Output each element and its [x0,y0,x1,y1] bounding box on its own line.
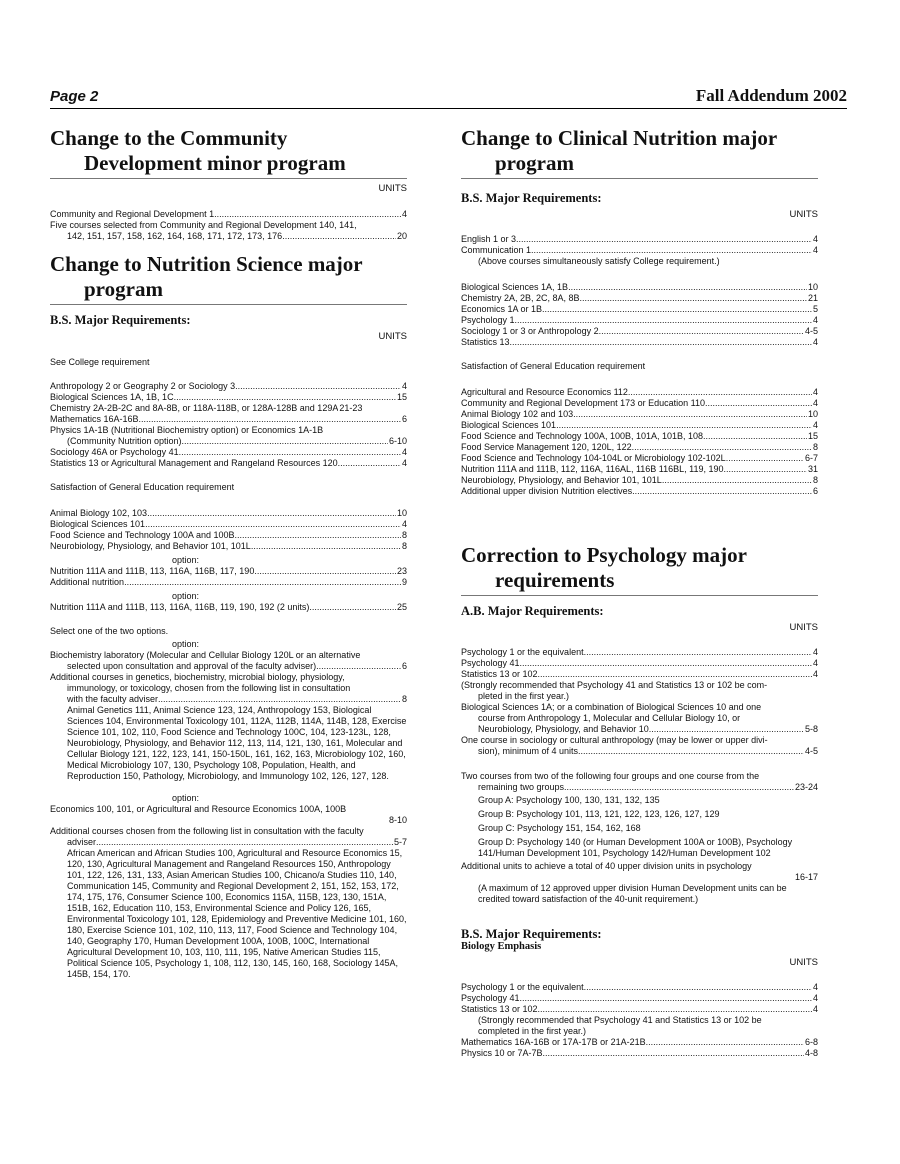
entry-text: Sociology 1 or 3 or Anthropology 2 ..... [461,326,804,337]
entry-text: course from Anthropology 1, Molecular and Cellular Biology 10, or [478,713,741,723]
requirement-entry [461,453,818,464]
entry-units: 4-8 [804,1048,818,1058]
requirement-entry [461,782,818,793]
group-c: Group C: Psychology 151, 154, 162, 168 [478,823,641,833]
group-a: Group A: Psychology 100, 130, 131, 132, 135 [478,795,660,805]
entry-text: Additional units to achieve a total of 40 upper division units in psychology [461,861,752,871]
title-line: Change to Clinical Nutrition major [461,126,778,150]
entry-text: Mathematics 16A-16B or 17A-17B or 21A-21B ..... [461,1037,804,1048]
entry-units: 10 [807,409,818,419]
entry-note: (Strongly recommended that Psychology 41 and Statistics 13 or 102 be completed in the first year.) [478,1015,762,1036]
requirement-entry [461,304,818,315]
entry-text: Animal Biology 102, 103 ..... [50,508,396,519]
title-line: requirements [495,568,615,592]
entry-units: 6 [401,661,407,671]
entry-text: Additional upper division Nutrition electives ..... [461,486,812,497]
requirements-list [50,381,407,469]
entry-units: 8 [401,694,407,704]
entry-text: Psychology 1 or the equivalent ..... [461,982,812,993]
entry-units: 4 [812,669,818,679]
requirement-entry [461,669,818,680]
entry-units: 5 [812,304,818,314]
requirement-entry [461,398,818,409]
title-line: Development minor program [84,151,346,175]
requirement-entry [461,647,818,658]
requirement-entry [461,326,818,337]
requirement-entry [50,519,407,530]
requirement-entry [461,337,818,348]
entry-text: Statistics 13 or 102 ..... [461,669,812,680]
entry-text: Statistics 13 or Agricultural Management and Rangeland Resources 120 ..... [50,458,401,469]
requirement-entry [50,815,407,826]
requirement-entry [461,1004,818,1015]
entry-units: 4 [401,447,407,457]
entry-text: Food Service Management 120, 120L, 122 ..... [461,442,812,453]
left-column [50,126,407,980]
entry-units: 5-8 [804,724,818,734]
requirement-entry [461,1037,818,1048]
subheading-emphasis: Biology Emphasis [461,941,542,952]
subheading: B.S. Major Requirements: [461,927,602,941]
entry-text: Biological Sciences 101 ..... [50,519,401,530]
entry-text: Additional courses in genetics, biochemistry, microbial biology, physiology, [50,672,345,682]
requirement-entry [461,282,818,293]
entry-units: 15 [807,431,818,441]
option-label: option: [172,555,200,565]
requirement-entry [461,746,818,757]
requirement-entry [50,458,407,469]
entry-units: 6-7 [804,453,818,463]
entry-note: (A maximum of 12 approved upper division Human Development units can be credited toward satisfaction of the 40-unit requirement.) [478,883,787,904]
requirement-entry [50,381,407,392]
entry-units: 8-10 [388,815,407,825]
requirement-entry [461,409,818,420]
requirements-list [50,804,407,980]
section-community-development [50,126,407,242]
entry-note: (Above courses simultaneously satisfy College requirement.) [478,256,720,266]
entry-units: 21-23 [339,403,363,413]
entry-text: Neurobiology, Physiology, and Behavior 101, 101L ..... [461,475,812,486]
requirements-list [50,209,407,242]
entry-text: Psychology 41 ..... [461,658,812,669]
entry-text: Biological Sciences 1A, 1B, 1C ..... [50,392,396,403]
option-label: option: [172,639,200,649]
course-list: African American and African Studies 100, Agricultural and Resource Economics 15, 120, 130, Agricultural Management and Rangeland Resources 150, Anthropology 101, 122, 126, 131, 133, Asian American Studies 100, Chicano/a Studies 110, 140, Communication 145, Community and Regional Development 2, 151, 152, 153, 172, 174, 175, 176, Consumer Science 100, Economics 115A, 115B, 123, 130, 151A, 151B, 162, Education 110, 153, Environmental Science and Policy 126, 165, Environmental Toxicology 101, 128, Epidemiology and Preventive Medicine 101, 160, 180, Exercise Science 101, 102, 110, 113, 117, Food Science and Technology 104, 140, Geography 170, Human Development 100A, 100B, 100C, International Agricultural Development 10, 103, 110, 111, 195, Native American Studies 115, Political Science 105, Psychology 1, 108, 112, 130, 145, 160, 168, Sociology 145A, 145B, 154, 170. [67,848,407,979]
entry-text: Agricultural and Resource Economics 112 ..... [461,387,812,398]
issue-title: Fall Addendum 2002 [695,86,847,105]
entry-units: 4 [812,337,818,347]
title-line: Change to Nutrition Science major [50,252,363,276]
right-column [461,126,818,1059]
requirement-entry [461,486,818,497]
entry-units: 20 [396,231,407,241]
entry-text: Statistics 13 or 102 ..... [461,1004,812,1015]
requirement-entry [50,447,407,458]
entry-units: 23 [396,566,407,576]
select-note: Select one of the two options. [50,626,169,636]
requirement-entry [50,414,407,425]
subheading: A.B. Major Requirements: [461,604,604,618]
section-clinical-nutrition [461,126,818,497]
requirement-entry [461,1048,818,1059]
requirements-list [50,650,407,782]
entry-units: 4-5 [804,746,818,756]
units-label: UNITS [789,209,818,220]
entry-text: Chemistry 2A, 2B, 2C, 8A, 8B ..... [461,293,807,304]
option-label: option: [172,591,200,601]
requirement-entry [50,602,407,613]
entry-units: 6 [401,414,407,424]
entry-text: Neurobiology, Physiology, and Behavior 10 ..... [478,724,804,735]
course-list: Animal Genetics 111, Animal Science 123, 124, Anthropology 153, Biological Sciences 104, Environmental Toxicology 101, 112A, 112B, 114A, 114B, 128, Exercise Science 101, 102, 110, Food Science and Technology 100C, 104, 123-123L, 128, Neurobiology, Physiology, and Behavior 112, 113, 114, 121, 130, 161, Molecular and Cellular Biology 121, 122, 123, 141, 150-150L, 161, 162, 163, Microbiology 102, 160, Medical Microbiology 107, 130, Psychology 108, Population, Health, and Reproduction 150, Pathology, Microbiology, and Immunology 102, 126, 127, 128. [67,705,407,781]
requirement-entry [50,530,407,541]
requirement-entry [50,508,407,519]
entry-text: Nutrition 111A and 111B, 113, 116A, 116B, 119, 190, 192 (2 units) ..... [50,602,396,613]
entry-text: Food Science and Technology 100A and 100B ..... [50,530,401,541]
entry-units: 10 [396,508,407,518]
requirements-list [461,982,818,1059]
requirement-entry [50,403,407,414]
entry-text: Anthropology 2 or Geography 2 or Sociology 3 ..... [50,381,401,392]
requirement-entry [50,436,407,447]
requirement-entry [50,837,407,848]
entry-text: Additional courses chosen from the following list in consultation with the faculty [50,826,364,836]
requirement-entry [50,577,407,588]
entry-units: 4 [401,458,407,468]
entry-text: Two courses from two of the following four groups and one course from the [461,771,760,781]
requirement-entry [50,231,407,242]
requirement-entry [461,387,818,398]
entry-text: Nutrition 111A and 111B, 112, 116A, 116AL, 116B 116BL, 119, 190 ..... [461,464,807,475]
entry-units: 4 [812,647,818,657]
requirement-entry [50,392,407,403]
entry-units: 4 [812,658,818,668]
entry-text: immunology, or toxicology, chosen from the following list in consultation [67,683,351,693]
requirements-list [461,387,818,497]
subheading: B.S. Major Requirements: [50,313,191,327]
title-line: program [495,151,574,175]
units-label: UNITS [378,183,407,194]
entry-units: 4 [812,398,818,408]
requirements-list [461,282,818,348]
entry-text: English 1 or 3 ..... [461,234,812,245]
requirement-entry [461,234,818,245]
requirement-entry [461,431,818,442]
requirements-list [461,647,818,757]
entry-text: Physics 1A-1B (Nutritional Biochemistry option) or Economics 1A-1B [50,425,324,435]
entry-text: Biological Sciences 101 ..... [461,420,812,431]
entry-text: Additional nutrition ..... [50,577,401,588]
group-b: Group B: Psychology 101, 113, 121, 122, 123, 126, 127, 129 [478,809,720,819]
requirement-entry [50,541,407,552]
entry-text: Psychology 1 or the equivalent ..... [461,647,812,658]
entry-text: Physics 10 or 7A-7B ..... [461,1048,804,1059]
entry-text: Statistics 13 ..... [461,337,812,348]
entry-units: 6 [812,486,818,496]
page-header [50,86,847,109]
section-psychology [461,543,818,1059]
subheading: B.S. Major Requirements: [461,191,602,205]
entry-units: 10 [807,282,818,292]
units-label: UNITS [378,331,407,342]
entry-units: 4 [812,234,818,244]
entry-units: 4 [812,245,818,255]
entry-text: Five courses selected from Community and Regional Development 140, 141, [50,220,357,230]
title-line: Correction to Psychology major [461,543,747,567]
entry-units: 8 [401,530,407,540]
entry-text: selected upon consultation and approval of the faculty adviser) ..... [67,661,401,672]
entry-units: 8 [812,442,818,452]
requirement-entry [461,658,818,669]
title-line: Change to the Community [50,126,288,150]
requirement-entry [50,661,407,672]
requirement-entry [461,993,818,1004]
entry-text: Biological Sciences 1A; or a combination of Biological Sciences 10 and one [461,702,762,712]
college-note: See College requirement [50,357,150,367]
entry-units: 23-24 [794,782,818,792]
requirement-entry [461,420,818,431]
entry-units: 4 [401,209,407,219]
entry-text: Mathematics 16A-16B ..... [50,414,401,425]
entry-text: Nutrition 111A and 111B, 113, 116A, 116B, 117, 190 ..... [50,566,396,577]
entry-units: 21 [807,293,818,303]
entry-units: 4 [812,387,818,397]
entry-text: 142, 151, 157, 158, 162, 164, 168, 171, 172, 173, 176 ..... [67,231,396,242]
ge-note: Satisfaction of General Education requirement [50,482,235,492]
section-title [50,126,407,179]
entry-note: pleted in the first year.) [478,691,570,701]
requirements-list [461,234,818,267]
units-label: UNITS [789,622,818,633]
entry-text: Neurobiology, Physiology, and Behavior 101, 101L ..... [50,541,401,552]
section-nutrition-science [50,252,407,980]
entry-text: sion), minimum of 4 units ..... [478,746,804,757]
requirements-list [50,508,407,613]
requirement-entry [461,724,818,735]
entry-text: Communication 1 ..... [461,245,812,256]
entry-text: Psychology 41 ..... [461,993,812,1004]
entry-text: (Community Nutrition option) ..... [67,436,388,447]
entry-units: 4 [401,519,407,529]
entry-text: Chemistry 2A-2B-2C and 8A-8B, or 118A-118B, or 128A-128B and 129A ..... [50,403,338,414]
entry-units: 15 [396,392,407,402]
entry-units: 4 [812,1004,818,1014]
entry-units: 4 [401,381,407,391]
section-title [461,543,818,596]
entry-units: 6-8 [804,1037,818,1047]
entry-text: Economics 100, 101, or Agricultural and Resource Economics 100A, 100B [50,804,347,814]
entry-text: Food Science and Technology 104-104L or Microbiology 102-102L ..... [461,453,804,464]
entry-units: 5-7 [393,837,407,847]
page-number: Page 2 [50,88,99,105]
section-title [50,252,407,305]
requirement-entry [50,566,407,577]
requirement-entry [50,209,407,220]
requirement-entry [50,694,407,705]
entry-units: 4 [812,982,818,992]
option-label: option: [172,793,200,803]
entry-text: Biochemistry laboratory (Molecular and Cellular Biology 120L or an alternative [50,650,361,660]
entry-text: adviser ..... [67,837,393,848]
entry-units: 8 [401,541,407,551]
requirement-entry [461,293,818,304]
entry-text: remaining two groups ..... [478,782,794,793]
entry-text: Biological Sciences 1A, 1B ..... [461,282,807,293]
ge-note: Satisfaction of General Education requirement [461,361,646,371]
entry-units: 25 [396,602,407,612]
entry-text: Psychology 1 ..... [461,315,812,326]
entry-units: 9 [401,577,407,587]
entry-units: 6-10 [388,436,407,446]
entry-text: Community and Regional Development 1 ..... [50,209,401,220]
entry-units: 4 [812,993,818,1003]
entry-units: 31 [807,464,818,474]
entry-text: Economics 1A or 1B ..... [461,304,812,315]
entry-text: Food Science and Technology 100A, 100B, 101A, 101B, 108 ..... [461,431,807,442]
requirement-entry [461,872,818,883]
entry-units: 4-5 [804,326,818,336]
requirement-entry [461,475,818,486]
entry-text: Sociology 46A or Psychology 41 ..... [50,447,401,458]
requirement-entry [461,245,818,256]
requirement-entry [461,315,818,326]
requirements-list [461,771,818,905]
entry-text: with the faculty adviser ..... [67,694,401,705]
units-label: UNITS [789,957,818,968]
section-title [461,126,818,179]
entry-units: 8 [812,475,818,485]
entry-text: One course in sociology or cultural anthropology (may be lower or upper divi- [461,735,768,745]
requirement-entry [461,982,818,993]
requirement-entry [461,464,818,475]
title-line: program [84,277,163,301]
entry-units: 4 [812,315,818,325]
entry-text: Animal Biology 102 and 103 ..... [461,409,807,420]
entry-units: 4 [812,420,818,430]
group-d: Group D: Psychology 140 (or Human Development 100A or 100B), Psychology 141/Human Development 101, Psychology 142/Human Development 102 [478,837,793,858]
requirement-entry [461,442,818,453]
entry-text: Community and Regional Development 173 or Education 110 ..... [461,398,812,409]
entry-units: 16-17 [794,872,818,882]
entry-note: (Strongly recommended that Psychology 41 and Statistics 13 or 102 be com- [461,680,768,690]
